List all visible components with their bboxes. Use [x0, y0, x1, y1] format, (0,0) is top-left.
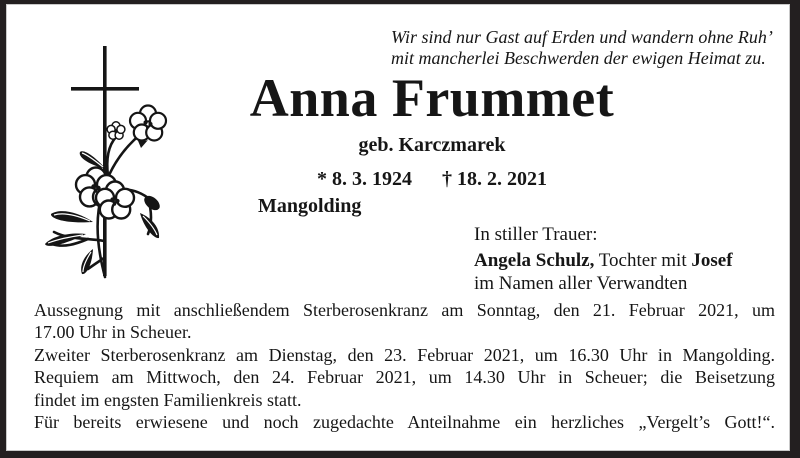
mourning-names — [474, 249, 733, 272]
newspaper-clipping — [6, 4, 790, 451]
announcement-line: Für bereits erwiesene und noch zugedachte Anteilnahme ein herzliches „Vergelt’s Gott!“. — [34, 412, 775, 433]
maiden-name: geb. Karczmarek — [358, 134, 506, 156]
epigraph-line1: Wir sind nur Gast auf Erden und wandern ohne Ruh’ — [391, 27, 773, 47]
announcement-line: Zweiter Sterberosenkranz am Dienstag, den 23. Februar 2021, um 16.30 Uhr in Mangolding. — [34, 344, 775, 365]
death-date: † 18. 2. 2021 — [442, 168, 547, 190]
epigraph-line2: mit mancherlei Beschwerden der ewigen Heimat zu. — [391, 48, 766, 68]
announcement-line: 17.00 Uhr in Scheuer. — [34, 322, 192, 343]
announcement-line: Requiem am Mittwoch, den 24. Februar 2021, um 14.30 Uhr in Scheuer; die Beisetzung — [34, 367, 775, 388]
mourner-relation: Tochter mit — [598, 250, 687, 271]
birth-date: * 8. 3. 1924 — [317, 168, 412, 190]
funeral-announcements — [34, 299, 775, 433]
cross-with-flowers-icon — [36, 36, 206, 286]
life-dates — [217, 168, 647, 191]
announcement-line: findet im engsten Familienkreis statt. — [34, 389, 302, 410]
mourning-intro: In stiller Trauer: — [474, 224, 598, 245]
deceased-name: Anna Frummet — [249, 68, 615, 128]
mourner-secondary: Josef — [691, 250, 733, 271]
mourners-block — [474, 223, 733, 295]
residence: Mangolding — [258, 195, 362, 217]
announcement-line: Aussegnung mit anschließendem Sterberosenkranz am Sonntag, den 21. Februar 2021, um — [34, 300, 775, 320]
mourner-primary: Angela Schulz, — [474, 250, 595, 271]
deceased-header — [217, 69, 647, 191]
mourning-closing: im Namen aller Verwandten — [474, 273, 688, 294]
epigraph — [391, 27, 783, 69]
